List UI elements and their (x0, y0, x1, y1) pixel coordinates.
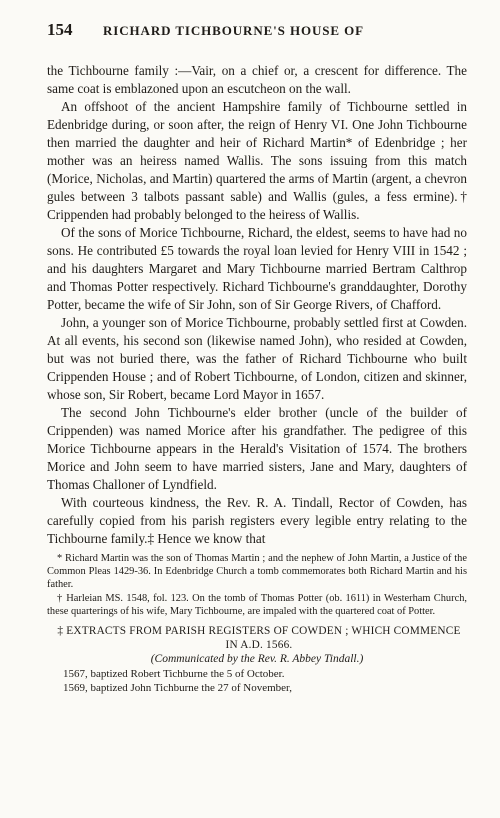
extract-title: ‡ EXTRACTS FROM PARISH REGISTERS OF COWDEN ; WHICH COMMENCE IN A.D. 1566. (57, 625, 461, 652)
running-head: RICHARD TICHBOURNE'S HOUSE OF (103, 23, 364, 38)
paragraph: the Tichbourne family :—Vair, on a chief or, a crescent for difference. The same coat is emblazoned upon an escutcheon on the wall. (47, 63, 467, 96)
paragraph: With courteous kindness, the Rev. R. A. Tindall, Rector of Cowden, has carefully copied from his parish registers every legible entry relating to the Tichbourne family.‡ Hence we know that (47, 495, 467, 546)
footnote: † Harleian MS. 1548, fol. 123. On the tomb of Thomas Potter (ob. 1611) in Westerham Church, these quarterings of his wife, Mary Tichbourne, are impaled with the quartered coat of Potter. (47, 592, 467, 617)
register-entry: 1567, baptized Robert Tichburne the 5 of October. (63, 668, 285, 681)
footnote: * Richard Martin was the son of Thomas Martin ; and the nephew of John Martin, a Justice of the Common Pleas 1429-36. In Edenbridge Church a tomb commemorates both Richard Martin and his father. (47, 553, 467, 591)
paragraph: An offshoot of the ancient Hampshire family of Tichbourne settled in Edenbridge during, or soon after, the reign of Henry VI. One John Tichbourne then married the daughter and heir of Richard Martin* of Edenbridge ; her mother was an heiress named Wallis. The sons issuing from this match (Morice, Nicholas, and Martin) quartered the arms of Martin (argent, a chevron gules between 3 talbots passant sable) and Wallis (gules, a fess ermine).† Crippenden had probably belonged to the heiress of Wallis. (47, 99, 467, 222)
paragraph: The second John Tichbourne's elder brother (uncle of the builder of Crippenden) was named Morice after his grandfather. The pedigree of this Morice Tichbourne appears in the Herald's Visitation of 1574. The brothers Morice and John seem to have married sisters, Jane and Mary, daughters of Thomas Challoner of Lyndfield. (47, 405, 467, 492)
footnotes (47, 552, 467, 618)
register-entries (47, 667, 467, 695)
extract-subtitle: (Communicated by the Rev. R. Abbey Tindall.) (150, 653, 364, 666)
paragraph: John, a younger son of Morice Tichbourne, probably settled first at Cowden. At all events, his second son (likewise named John), who resided at Cowden, but was not buried there, was the father of Richard Tichbourne who built Crippenden House ; and of Robert Tichbourne, of London, citizen and skinner, whose son, Sir Robert, became Lord Mayor in 1657. (47, 315, 467, 402)
page-number: 154 (47, 20, 73, 39)
register-entry: 1569, baptized John Tichburne the 27 of November, (63, 682, 292, 695)
paragraph: Of the sons of Morice Tichbourne, Richard, the eldest, seems to have had no sons. He contributed £5 towards the royal loan levied for Henry VIII in 1542 ; and his daughters Margaret and Mary Tichbourne married Bertram Calthrop and Thomas Potter respectively. Richard Tichbourne's granddaughter, Dorothy Potter, became the wife of Sir John, son of Sir George Rivers, of Chafford. (47, 225, 467, 312)
page-header (47, 20, 467, 46)
body-text (47, 62, 467, 548)
